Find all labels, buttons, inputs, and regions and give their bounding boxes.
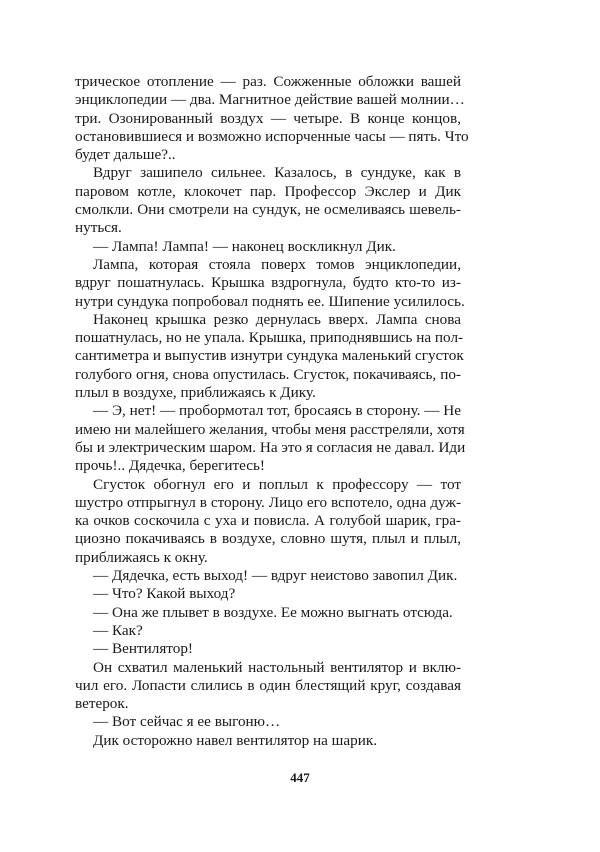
text-line: вдруг пошатнулась. Крышка вздрогнула, будто кто-то из- bbox=[75, 274, 461, 292]
text-line: ветерок. bbox=[75, 695, 129, 713]
text-line: паровом котле, клокочет пар. Профессор Экслер и Дик bbox=[75, 182, 461, 200]
text-line: плыл в воздухе, приближаясь к Дику. bbox=[75, 384, 316, 402]
text-line: нуться. bbox=[75, 219, 122, 237]
text-line: Наконец крышка резко дернулась вверх. Лампа снова bbox=[93, 310, 461, 328]
text-line: бы и электрическим шаром. На это я согласия не давал. Иди bbox=[75, 438, 466, 456]
text-line: — Она же плывет в воздухе. Ее можно выгнать отсюда. bbox=[93, 603, 453, 621]
text-line: энциклопедии — два. Магнитное действие вашей молнии… bbox=[75, 91, 465, 109]
text-line: имею ни малейшего желания, чтобы меня расстреляли, хотя bbox=[75, 420, 465, 438]
text-line: Дик осторожно навел вентилятор на шарик. bbox=[93, 731, 377, 749]
page-body bbox=[75, 73, 469, 750]
text-line: приближаясь к окну. bbox=[75, 548, 208, 566]
text-line: нутри сундука попробовал поднять ее. Шипение усилилось. bbox=[75, 292, 465, 310]
text-line: трическое отопление — раз. Сожженные обложки вашей bbox=[75, 73, 461, 90]
text-line: Вдруг зашипело сильнее. Казалось, в сундуке, как в bbox=[93, 164, 461, 182]
text-line: Он схватил маленький настольный вентилятор и вклю- bbox=[93, 658, 461, 676]
text-line: — Как? bbox=[93, 621, 143, 639]
text-line: голубого огня, снова опустилась. Сгусток, покачиваясь, по- bbox=[75, 365, 461, 383]
text-line: Лампа, которая стояла поверх томов энциклопедии, bbox=[93, 255, 461, 273]
text-line: Сгусток обогнул его и поплыл к профессору — тот bbox=[93, 475, 461, 493]
text-line: — Что? Какой выход? bbox=[93, 585, 236, 603]
text-line: — Лампа! Лампа! — наконец воскликнул Дик. bbox=[93, 237, 396, 255]
text-line: — Э, нет! — пробормотал тот, бросаясь в сторону. — Не bbox=[93, 402, 461, 420]
text-line: циозно покачиваясь в воздухе, словно шутя, плыл и плыл, bbox=[75, 530, 461, 548]
text-line: — Дядечка, есть выход! — вдруг неистово завопил Дик. bbox=[93, 567, 458, 585]
text-line: будет дальше?.. bbox=[75, 146, 176, 164]
text-line: — Вентилятор! bbox=[93, 640, 193, 658]
text-line: сантиметра и выпустив изнутри сундука маленький сгусток bbox=[75, 347, 464, 365]
text-line: остановившиеся и возможно испорченные часы — пять. Что bbox=[75, 127, 469, 145]
page-number: 447 bbox=[290, 770, 310, 785]
text-line: чил его. Лопасти слились в один блестящий круг, создавая bbox=[75, 676, 461, 694]
text-line: — Вот сейчас я ее выгоню… bbox=[93, 713, 281, 731]
text-line: пошатнулась, но не упала. Крышка, приподнявшись на пол- bbox=[75, 329, 464, 347]
text-line: смолкли. Они смотрели на сундук, не осмеливаясь шевель- bbox=[75, 201, 461, 219]
text-line: ка очков соскочила с уха и повисла. А голубой шарик, гра- bbox=[75, 512, 461, 530]
text-line: шустро отпрыгнул в сторону. Лицо его вспотело, одна дуж- bbox=[75, 493, 461, 511]
text-line: три. Озонированный воздух — четыре. В конце концов, bbox=[75, 109, 461, 127]
text-line: прочь!.. Дядечка, берегитесь! bbox=[75, 457, 265, 475]
